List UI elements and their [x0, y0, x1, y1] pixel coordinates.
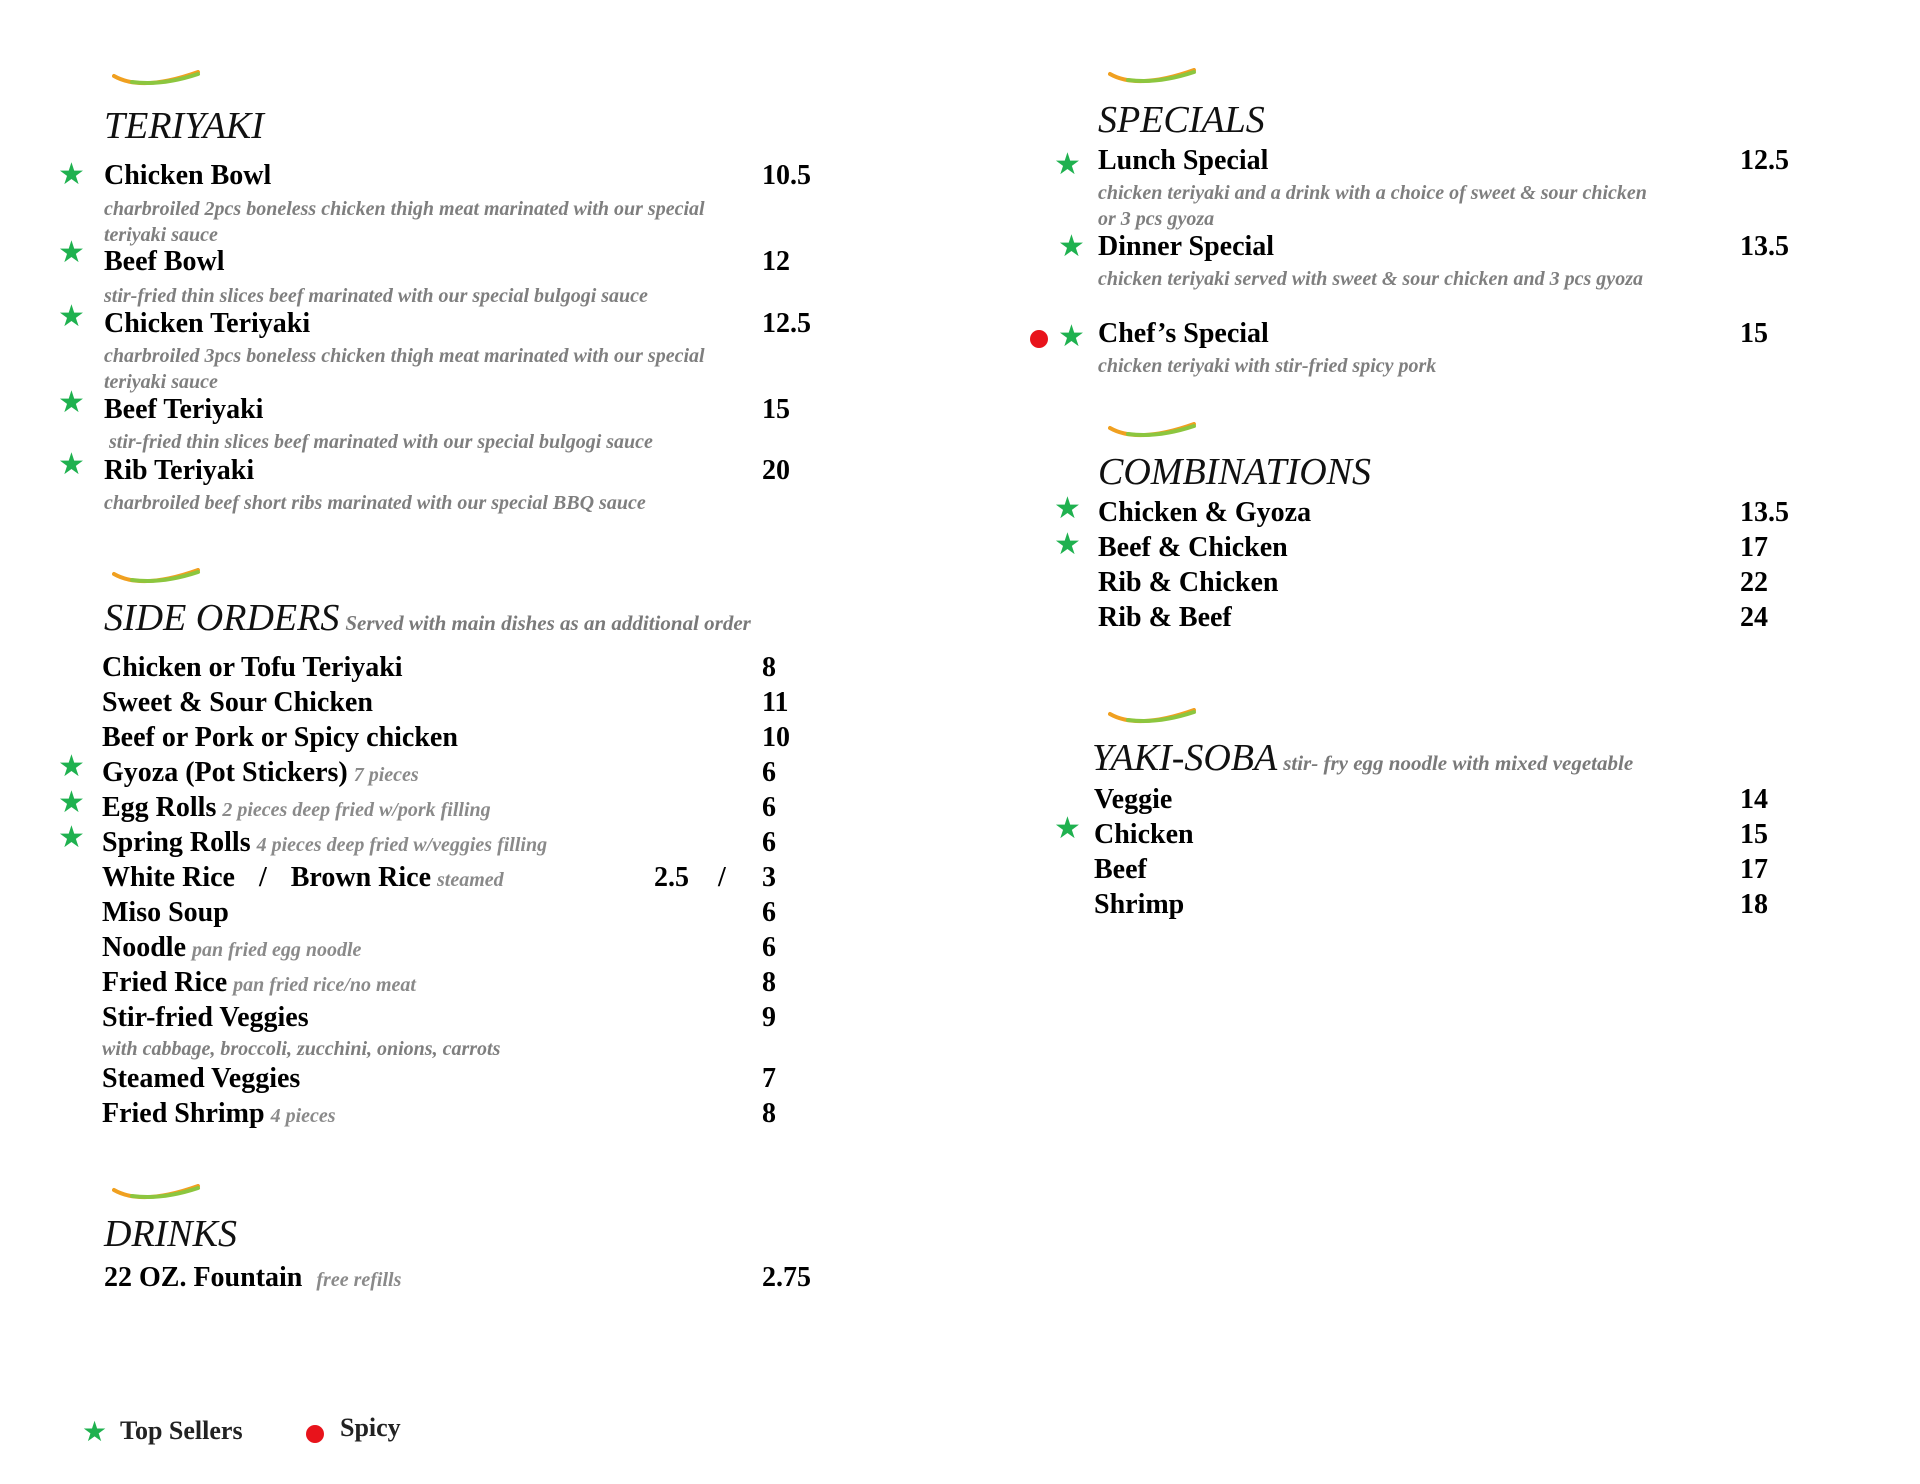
- menu-item-price: 13.5: [1740, 231, 1789, 262]
- menu-item-name: Rib Teriyaki: [104, 455, 255, 486]
- star-icon: ★: [1054, 812, 1081, 845]
- menu-item-price: 24: [1740, 602, 1768, 633]
- menu-item: [102, 1098, 336, 1130]
- menu-item-description: chicken teriyaki with stir-fried spicy pork: [1098, 355, 1437, 377]
- star-icon: ★: [58, 386, 85, 419]
- menu-item-note: free refills: [316, 1269, 402, 1291]
- spicy-dot-icon: [306, 1425, 324, 1443]
- menu-item: [104, 1262, 401, 1294]
- menu-item-rice: [102, 862, 504, 894]
- menu-item-note: 4 pieces deep fried w/veggies filling: [256, 834, 548, 856]
- menu-item: [102, 967, 416, 999]
- menu-item-price: 20: [762, 455, 790, 486]
- section-title: DRINKS: [104, 1213, 237, 1255]
- menu-item-name: Lunch Special: [1098, 145, 1269, 176]
- menu-item-name: Rib & Chicken: [1098, 567, 1279, 598]
- menu-item-note: 2 pieces deep fried w/pork filling: [222, 799, 491, 821]
- menu-item-name: Fried Shrimp: [102, 1098, 265, 1129]
- menu-item: [102, 827, 547, 859]
- section-title-text: SIDE ORDERS: [104, 597, 340, 639]
- star-icon: ★: [1058, 320, 1085, 353]
- menu-item-price: 15: [1740, 318, 1768, 349]
- menu-item-price: 17: [1740, 532, 1768, 563]
- menu-item-name: Chicken & Gyoza: [1098, 497, 1312, 528]
- section-title-text: YAKI-SOBA: [1092, 737, 1278, 779]
- menu-item-name: Chicken or Tofu Teriyaki: [102, 652, 403, 683]
- menu-item-name: Noodle: [102, 932, 186, 963]
- star-icon: ★: [58, 786, 85, 819]
- star-icon: ★: [58, 750, 85, 783]
- menu-item-price: 6: [762, 827, 776, 858]
- star-icon: ★: [58, 158, 85, 191]
- section-subtitle: stir- fry egg noodle with mixed vegetable: [1283, 751, 1634, 775]
- star-icon: ★: [58, 236, 85, 269]
- section-title: [104, 596, 751, 640]
- menu-item-name: Rib & Beef: [1098, 602, 1232, 633]
- menu-item-price: 3: [762, 862, 776, 893]
- menu-item-price: 8: [762, 967, 776, 998]
- menu-item-price: 14: [1740, 784, 1768, 815]
- menu-item-price: 18: [1740, 889, 1768, 920]
- menu-item-note: 4 pieces: [270, 1105, 336, 1127]
- menu-item-price: 2.75: [762, 1262, 811, 1293]
- menu-item-name: Beef Bowl: [104, 246, 225, 277]
- menu-item-price: 12: [762, 246, 790, 277]
- menu-item-description: charbroiled 3pcs boneless chicken thigh meat marinated with our special teriyaki sauce: [104, 345, 705, 393]
- menu-item-price: 6: [762, 757, 776, 788]
- star-icon: ★: [58, 300, 85, 333]
- menu-item-description: chicken teriyaki served with sweet & sour chicken and 3 pcs gyoza: [1098, 268, 1643, 290]
- menu-item-name: Brown Rice: [290, 862, 431, 893]
- star-icon: ★: [58, 448, 85, 481]
- star-icon: ★: [1054, 528, 1081, 561]
- menu-item-description: stir-fried thin slices beef marinated with our special bulgogi sauce: [104, 431, 653, 453]
- menu-item-name: Gyoza (Pot Stickers): [102, 757, 348, 788]
- menu-item-name: Dinner Special: [1098, 231, 1275, 262]
- section-title: SPECIALS: [1098, 99, 1265, 141]
- menu-item-price: 8: [762, 1098, 776, 1129]
- menu-item-name: Beef: [1094, 854, 1147, 885]
- menu-item-name: Beef Teriyaki: [104, 394, 264, 425]
- star-icon: ★: [1058, 230, 1085, 263]
- menu-item-description: stir-fried thin slices beef marinated with our special bulgogi sauce: [104, 285, 648, 307]
- section-subtitle: Served with main dishes as an additional order: [345, 611, 751, 635]
- star-icon: ★: [1054, 148, 1081, 181]
- menu-item-name: Spring Rolls: [102, 827, 251, 858]
- menu-item-note: 7 pieces: [353, 764, 419, 786]
- menu-item-price: 17: [1740, 854, 1768, 885]
- menu-item-name: Chef’s Special: [1098, 318, 1269, 349]
- menu-item-name: Veggie: [1094, 784, 1173, 815]
- legend-top-sellers: Top Sellers: [120, 1416, 243, 1445]
- swoosh-icon: [1108, 68, 1198, 94]
- menu-item-name: Chicken Teriyaki: [104, 308, 311, 339]
- menu-item-price: 9: [762, 1002, 776, 1033]
- menu-item-description: with cabbage, broccoli, zucchini, onions, carrots: [102, 1038, 501, 1060]
- swoosh-icon: [112, 70, 202, 96]
- menu-item-name: Fried Rice: [102, 967, 228, 998]
- menu-item-price: 8: [762, 652, 776, 683]
- menu-item-price: 10: [762, 722, 790, 753]
- legend-spicy: Spicy: [340, 1413, 401, 1442]
- menu-item-price: 15: [762, 394, 790, 425]
- menu-item-name: Beef or Pork or Spicy chicken: [102, 722, 458, 753]
- menu-item-price: 12.5: [762, 308, 811, 339]
- section-title: COMBINATIONS: [1098, 451, 1372, 493]
- menu-item-price: 11: [762, 687, 789, 718]
- menu-item-price: 6: [762, 897, 776, 928]
- menu-item-name: Egg Rolls: [102, 792, 217, 823]
- menu-item-price: 2.5: [654, 862, 689, 893]
- menu-item-name: 22 OZ. Fountain: [104, 1262, 303, 1293]
- menu-item-note: pan fried egg noodle: [192, 939, 362, 961]
- menu-item-description: charbroiled 2pcs boneless chicken thigh meat marinated with our special teriyaki sauce: [104, 198, 705, 246]
- separator: /: [258, 862, 267, 893]
- price-separator: /: [718, 862, 726, 893]
- swoosh-icon: [112, 568, 202, 594]
- menu-item-description: charbroiled beef short ribs marinated with our special BBQ sauce: [104, 492, 646, 514]
- menu-item-price: 15: [1740, 819, 1768, 850]
- menu-item-name: Stir-fried Veggies: [102, 1002, 309, 1033]
- star-icon: ★: [58, 821, 85, 854]
- menu-item-price: 6: [762, 932, 776, 963]
- menu-item-name: Chicken: [1094, 819, 1194, 850]
- menu-item-price: 10.5: [762, 160, 811, 191]
- menu-item-price: 7: [762, 1063, 776, 1094]
- menu-item-price: 22: [1740, 567, 1768, 598]
- swoosh-icon: [112, 1184, 202, 1210]
- menu-item-name: Steamed Veggies: [102, 1063, 301, 1094]
- menu-item-name: Shrimp: [1094, 889, 1185, 920]
- menu-item-name: Beef & Chicken: [1098, 532, 1288, 563]
- section-title: TERIYAKI: [104, 105, 264, 147]
- menu-item-name: Chicken Bowl: [104, 160, 272, 191]
- spicy-dot-icon: [1030, 330, 1048, 348]
- star-icon: ★: [1054, 492, 1081, 525]
- menu-item-price: 6: [762, 792, 776, 823]
- menu-item-name: Miso Soup: [102, 897, 229, 928]
- menu-item-price: 12.5: [1740, 145, 1789, 176]
- swoosh-icon: [1108, 708, 1198, 734]
- swoosh-icon: [1108, 422, 1198, 448]
- star-icon: ★: [82, 1417, 108, 1448]
- menu-item-description: chicken teriyaki and a drink with a choice of sweet & sour chicken or 3 pcs gyoza: [1098, 182, 1647, 230]
- menu-item: [102, 792, 491, 824]
- menu-item-note: pan fried rice/no meat: [233, 974, 416, 996]
- menu-item-price: 13.5: [1740, 497, 1789, 528]
- menu-item-note: steamed: [437, 869, 504, 891]
- menu-item: [102, 757, 419, 789]
- menu-item-name: Sweet & Sour Chicken: [102, 687, 373, 718]
- menu-item-name: White Rice: [102, 862, 235, 893]
- section-title: [1092, 736, 1633, 780]
- menu-item: [102, 932, 361, 964]
